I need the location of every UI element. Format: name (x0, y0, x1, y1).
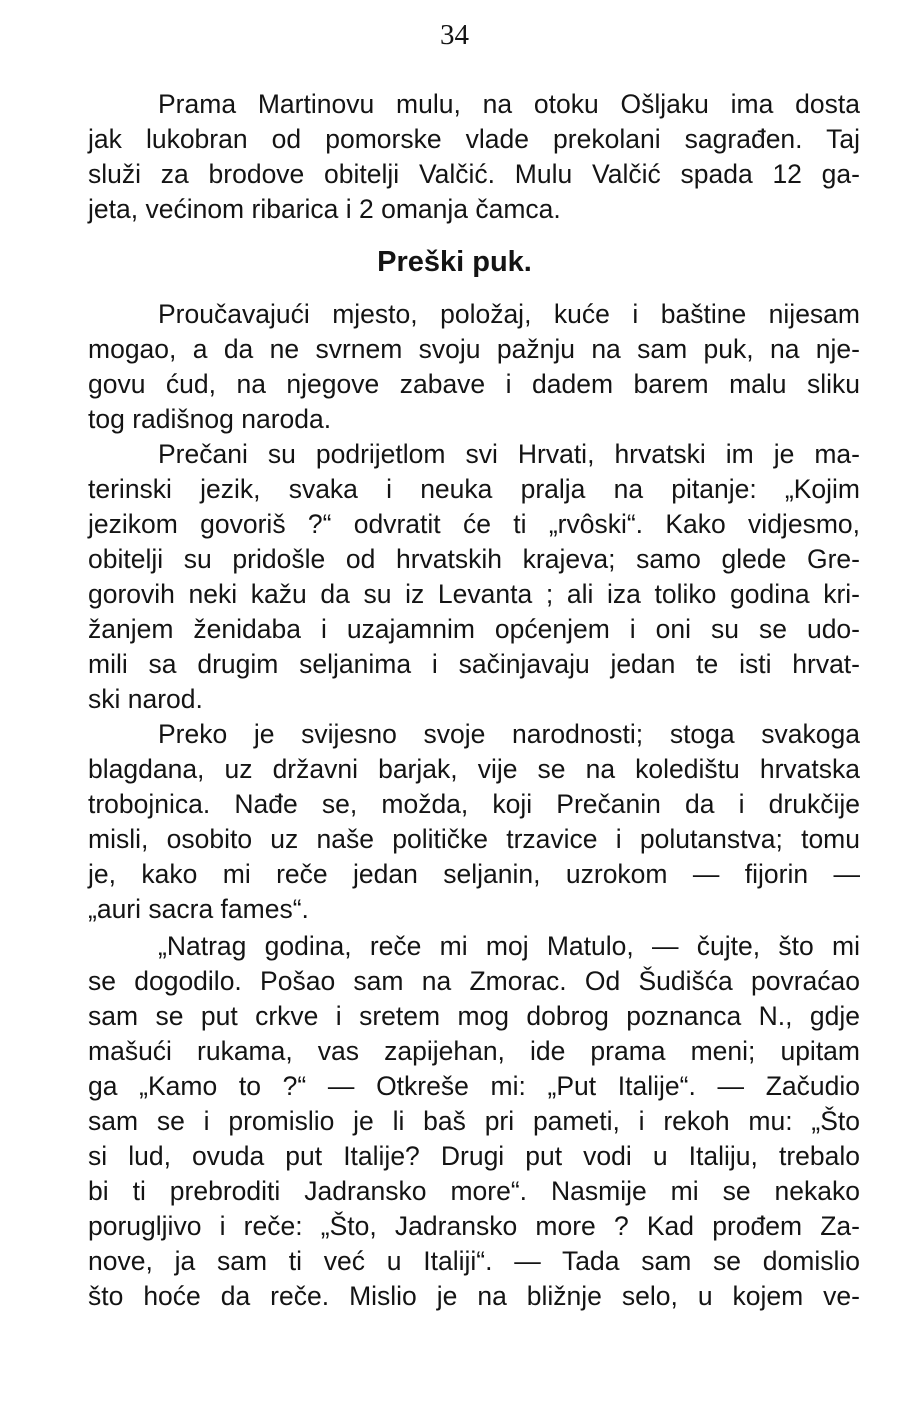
text-line: jezikom govoriš ?“ odvratit će ti „rvôski“. Kako vidjesmo, (88, 509, 860, 539)
text-line: Prama Martinovu mulu, na otoku Ošljaku ima dosta (158, 89, 860, 119)
text-line: trobojnica. Nađe se, možda, koji Prečanin da i drukčije (88, 789, 860, 819)
text-line: Prečani su podrijetlom svi Hrvati, hrvatski im je ma- (158, 439, 860, 469)
text-line: Preko je svijesno svoje narodnosti; stoga svakoga (158, 719, 860, 749)
text-line: blagdana, uz državni barjak, vije se na koledištu hrvatska (88, 754, 860, 784)
text-line: sam se i promislio je li baš pri pameti, i rekoh mu: „Što (88, 1106, 860, 1136)
text-line: si lud, ovuda put Italije? Drugi put vodi u Italiju, trebalo (88, 1141, 860, 1171)
text-line: jeta, većinom ribarica i 2 omanja čamca. (88, 194, 561, 224)
text-line: „Natrag godina, reče mi moj Matulo, — čujte, što mi (158, 931, 860, 961)
text-line: terinski jezik, svaka i neuka pralja na pitanje: „Kojim (88, 474, 860, 504)
page-number: 34 (440, 19, 469, 51)
text-line: se dogodilo. Pošao sam na Zmorac. Od Šudišća povraćao (88, 966, 860, 996)
text-line: misli, osobito uz naše političke trzavice i polutanstva; tomu (88, 824, 860, 854)
text-line: govu ćud, na njegove zabave i dadem barem malu sliku (88, 369, 860, 399)
text-line: mašući rukama, vas zapijehan, ide prama meni; upitam (88, 1036, 860, 1066)
text-line: jak lukobran od pomorske vlade prekolani sagrađen. Taj (88, 124, 860, 154)
text-line: ga „Kamo to ?“ — Otkreše mi: „Put Italije“. — Začudio (88, 1071, 860, 1101)
text-line: mili sa drugim seljanima i sačinjavaju jedan te isti hrvat- (88, 649, 860, 679)
text-line: „auri sacra fames“. (88, 894, 309, 924)
text-line: bi ti prebroditi Jadransko more“. Nasmije mi se nekako (88, 1176, 860, 1206)
text-line: gorovih neki kažu da su iz Levanta ; ali iza toliko godina kri- (88, 579, 860, 609)
text-line: porugljivo i reče: „Što, Jadransko more ? Kad prođem Za- (88, 1211, 860, 1241)
text-line: nove, ja sam ti već u Italiji“. — Tada sam se domislio (88, 1246, 860, 1276)
text-line: ski narod. (88, 684, 203, 714)
text-line: mogao, a da ne svrnem svoju pažnju na sam puk, na nje- (88, 334, 860, 364)
text-line: žanjem ženidaba i uzajamnim općenjem i oni su se udo- (88, 614, 860, 644)
text-line: sam se put crkve i sretem mog dobrog poznanca N., gdje (88, 1001, 860, 1031)
text-line: što hoće da reče. Mislio je na bližnje selo, u kojem ve- (88, 1281, 860, 1311)
text-line: služi za brodove obitelji Valčić. Mulu Valčić spada 12 ga- (88, 159, 860, 189)
text-line: je, kako mi reče jedan seljanin, uzrokom — fijorin — (88, 859, 860, 889)
section-heading: Preški puk. (377, 246, 532, 278)
text-line: tog radišnog naroda. (88, 404, 332, 434)
text-line: obitelji su pridošle od hrvatskih krajeva; samo glede Gre- (88, 544, 860, 574)
text-line: Proučavajući mjesto, položaj, kuće i baštine nijesam (158, 299, 860, 329)
